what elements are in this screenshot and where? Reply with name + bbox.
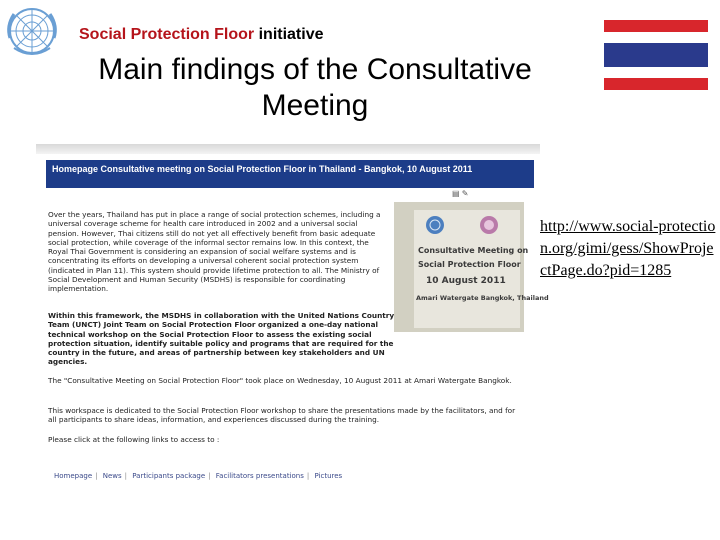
nav-separator: | xyxy=(306,472,310,480)
meeting-photo xyxy=(394,202,549,332)
paragraph-framework: Within this framework, the MSDHS in collaboration with the United Nations Country Team (UNCT) Joint Team on Social Protection Floor organized a one-day national technical workshop on the Social Protection Floor to assess the existing social protection situation, identify suitable policy and programs that are required for the country in the future, and areas of partnership between key stakeholders and UN agencies. xyxy=(48,311,395,367)
nav-separator: | xyxy=(124,472,128,480)
photo-caption-2: Social Protection Floor xyxy=(418,260,521,269)
nav-homepage[interactable]: Homepage xyxy=(54,472,93,480)
program-name xyxy=(79,26,324,44)
nav-participants-package[interactable]: Participants package xyxy=(132,472,206,480)
photo-caption-3: 10 August 2011 xyxy=(426,276,506,286)
page-banner: Homepage Consultative meeting on Social Protection Floor in Thailand - Bangkok, 10 August 2011 xyxy=(46,160,534,188)
program-name-suffix: initiative xyxy=(258,26,324,43)
un-emblem-small-icon xyxy=(424,214,446,236)
program-name-highlight: Social Protection Floor xyxy=(79,26,255,43)
page-nav xyxy=(54,472,342,480)
browser-bar xyxy=(36,144,540,154)
ministry-seal-icon xyxy=(478,214,500,236)
nav-pictures[interactable]: Pictures xyxy=(314,472,343,480)
nav-facilitators-presentations[interactable]: Facilitators presentations xyxy=(215,472,304,480)
project-page-link[interactable]: http://www.social-protection.org/gimi/gess/ShowProjectPage.do?pid=1285 xyxy=(540,218,716,279)
photo-caption-1: Consultative Meeting on xyxy=(418,246,529,255)
photo-caption-4: Amari Watergate Bangkok, Thailand xyxy=(416,294,549,302)
paragraph-links-intro: Please click at the following links to access to : xyxy=(48,435,220,444)
slide-title: Main findings of the Consultative Meeting xyxy=(98,53,532,122)
paragraph-workspace: This workspace is dedicated to the Social Protection Floor workshop to share the presentations made by the facilitators, and for all participants to share ideas, information, and experiences discussed during the training. xyxy=(48,406,516,425)
paragraph-meeting: The "Consultative Meeting on Social Protection Floor" took place on Wednesday, 10 August 2011 at Amari Watergate Bangkok. xyxy=(48,376,512,385)
page-tools-icon: ▤ ✎ xyxy=(452,189,469,198)
thailand-flag-icon xyxy=(604,20,708,90)
nav-separator: | xyxy=(208,472,211,480)
un-emblem-icon xyxy=(4,4,60,60)
webpage-screenshot xyxy=(36,144,549,488)
nav-separator: | xyxy=(95,472,98,480)
nav-news[interactable]: News xyxy=(102,472,122,480)
paragraph-intro: Over the years, Thailand has put in place a range of social protection schemes, including a universal coverage scheme for health care introduced in 2002 and a universal social pension. However, Thai citizens still do not yet all effectively benefit from basic adequate social protection, while coverage of the informal sector remains low. In this context, the Royal Thai Government is considering an expansion of social welfare systems and is concentrating its efforts on developing a universal coherent social protection system (indicated in Plan 11). This system should provide lifetime protection to all. The Ministry of Social Development and Human Security (MSDHS) is responsible for coordinating implementation. xyxy=(48,210,381,294)
